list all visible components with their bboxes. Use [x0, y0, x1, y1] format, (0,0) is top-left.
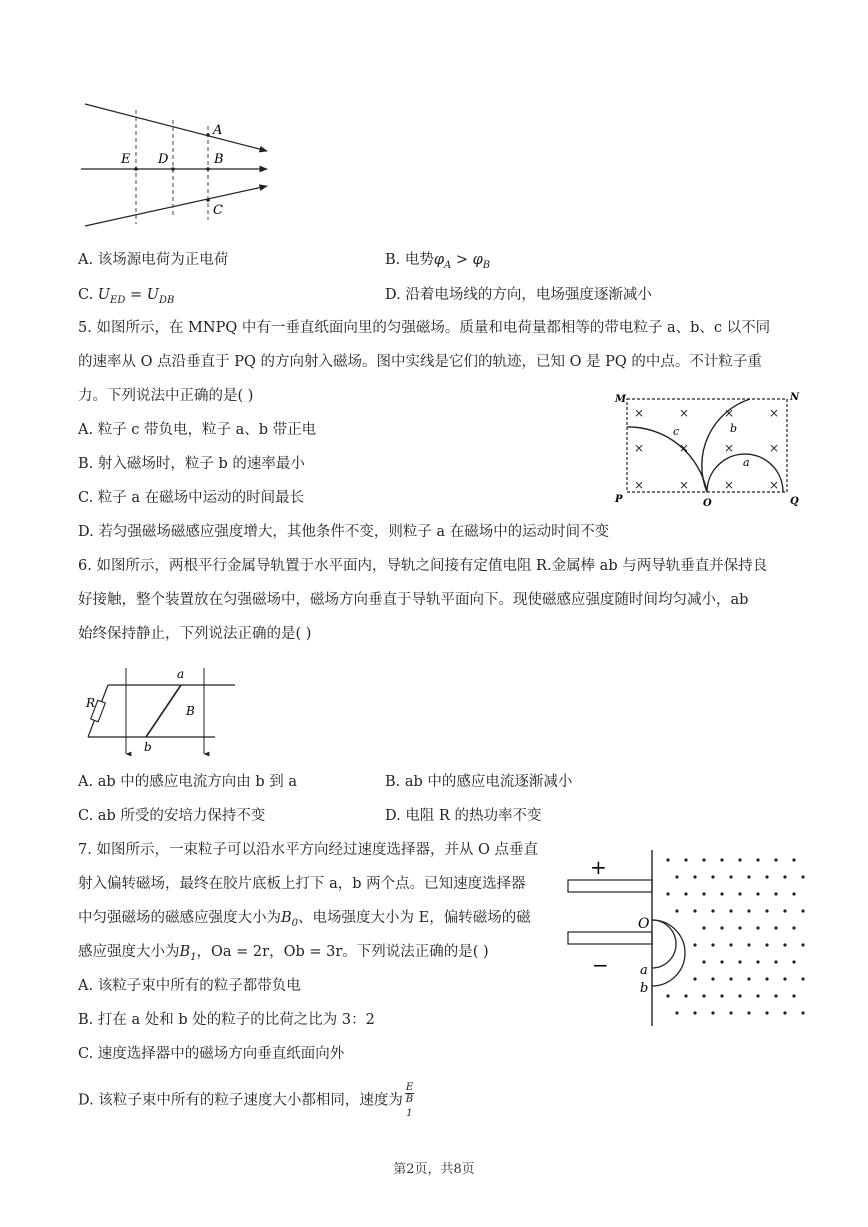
q4-option-b-prefix: B. 电势 [385, 252, 434, 268]
q7-stem-line-2: 射入偏转磁场，最终在胶片底板上打下 a，b 两个点。已知速度选择器 [78, 876, 526, 892]
label-D: D [158, 152, 169, 167]
q6-option-c[interactable]: C. ab 所受的安培力保持不变 [78, 808, 266, 824]
field-line-top [85, 104, 267, 151]
label-a: a [743, 456, 750, 469]
q5-option-c[interactable]: C. 粒子 a 在磁场中运动的时间最长 [78, 490, 305, 506]
q4-option-d[interactable]: D. 沿着电场线的方向，电场强度逐渐减小 [385, 287, 652, 303]
q6-option-b[interactable]: B. ab 中的感应电流逐渐减小 [385, 774, 573, 790]
svg-text:×: × [679, 441, 690, 455]
q5-stem-line-3: 力。下列说法中正确的是( ) [78, 388, 254, 404]
q6-stem-line-2: 好接触，整个装置放在匀强磁场中，磁场方向垂直于导轨平面向下。现使磁感应强度随时间均匀减小，ab [78, 592, 749, 608]
svg-text:×: × [724, 406, 735, 420]
plus-sign: + [590, 855, 607, 879]
minus-sign: − [592, 953, 609, 977]
svg-text:×: × [634, 478, 645, 492]
q5-stem-line-2: 的速率从 O 点沿垂直于 PQ 的方向射入磁场。图中实线是它们的轨迹，已知 O 是 PQ 的中点。不计粒子重 [78, 354, 762, 370]
q7-option-a[interactable]: A. 该粒子束中所有的粒子都带负电 [78, 978, 301, 994]
q6-stem-line-3: 始终保持静止，下列说法正确的是( ) [78, 626, 312, 642]
q4-option-c-prefix: C. [78, 287, 98, 303]
q7-velocity-selector-figure [560, 848, 810, 1028]
q6-option-d[interactable]: D. 电阻 R 的热功率不变 [385, 808, 542, 824]
label-b: b [730, 422, 738, 435]
q7-line4-b: ，Oa = 2r，Ob = 3r。下列说法正确的是( ) [196, 944, 489, 960]
q4-option-a[interactable]: A. 该场源电荷为正电荷 [78, 252, 229, 268]
q5-magnetic-field-figure [610, 390, 810, 510]
q6-option-a[interactable]: A. ab 中的感应电流方向由 b 到 a [78, 774, 297, 790]
label-A: A [213, 123, 223, 138]
svg-text:×: × [724, 441, 735, 455]
page-footer: 第2页，共8页 [393, 1162, 475, 1177]
q4-option-b[interactable]: B. 电势$\varphi_A > \varphi_B$ [385, 252, 491, 271]
field-crosses [634, 406, 779, 492]
q7-line3-b: 、电场强度大小为 E，偏转磁场的磁 [298, 910, 531, 926]
label-B: B [186, 704, 195, 718]
label-M: M [615, 394, 627, 405]
q7-stem-line-1: 7. 如图所示，一束粒子可以沿水平方向经过速度选择器，并从 O 点垂直 [78, 842, 539, 858]
label-N: N [790, 392, 800, 403]
q6-stem-line-1: 6. 如图所示，两根平行金属导轨置于水平面内，导轨之间接有定值电阻 R.金属棒 ab 与两导轨垂直并保持良 [78, 558, 768, 574]
q5-option-a[interactable]: A. 粒子 c 带负电，粒子 a、b 带正电 [78, 422, 317, 438]
q7-option-d[interactable] [78, 1082, 414, 1119]
label-b: b [640, 981, 649, 996]
b0-symbol: B [281, 910, 292, 926]
upper-plate [568, 880, 652, 892]
trajectory-b [652, 920, 685, 986]
label-B: B [214, 152, 224, 167]
svg-text:×: × [634, 406, 645, 420]
q5-option-b[interactable]: B. 射入磁场时，粒子 b 的速率最小 [78, 456, 305, 472]
label-c: c [673, 425, 680, 438]
label-O: O [703, 498, 712, 509]
label-b: b [144, 740, 152, 754]
label-a: a [177, 667, 185, 681]
q7-option-c[interactable]: C. 速度选择器中的磁场方向垂直纸面向外 [78, 1046, 345, 1062]
svg-text:×: × [679, 478, 690, 492]
b1-subscript: 1 [190, 951, 197, 963]
label-Q: Q [790, 496, 799, 507]
svg-text:×: × [769, 478, 780, 492]
q7-stem-line-3 [78, 908, 531, 934]
q7-line3-a: 中匀强磁场的磁感应强度大小为 [78, 910, 281, 926]
q5-stem-line-1: 5. 如图所示，在 MNPQ 中有一垂直纸面向里的匀强磁场。质量和电荷量都相等的带电粒子 a、b、c 以不同 [78, 320, 771, 336]
q7-option-d-prefix: D. 该粒子束中所有的粒子速度大小都相同，速度为 [78, 1092, 403, 1109]
lower-plate [568, 932, 652, 944]
b0-subscript: 0 [291, 917, 299, 929]
field-boundary [627, 399, 787, 492]
svg-text:×: × [724, 478, 735, 492]
metal-rod-ab [146, 685, 181, 737]
field-line-bottom [85, 186, 267, 226]
q5-option-d[interactable]: D. 若匀强磁场磁感应强度增大，其他条件不变，则粒子 a 在磁场中的运动时间不变 [78, 524, 610, 540]
label-O: O [638, 916, 650, 932]
label-C: C [213, 203, 223, 218]
field-dots [666, 858, 804, 1014]
label-P: P [615, 494, 623, 505]
velocity-fraction: E B $_1$ [405, 1082, 414, 1119]
q6-rail-figure [80, 660, 250, 760]
q7-option-b[interactable]: B. 打在 a 处和 b 处的粒子的比荷之比为 3：2 [78, 1012, 375, 1028]
svg-text:×: × [634, 441, 645, 455]
q7-line4-a: 感应强度大小为 [78, 944, 180, 960]
label-a: a [640, 963, 648, 978]
label-E: E [121, 152, 131, 167]
label-R: R [86, 696, 96, 710]
q4-option-c[interactable]: C. $U_{ED} = U_{DB}$ [78, 287, 175, 306]
svg-text:×: × [679, 406, 690, 420]
q4-field-line-figure [75, 96, 275, 236]
q7-stem-line-4 [78, 942, 489, 968]
svg-text:×: × [769, 441, 780, 455]
b1-symbol: B [179, 944, 191, 960]
svg-text:×: × [769, 406, 780, 420]
